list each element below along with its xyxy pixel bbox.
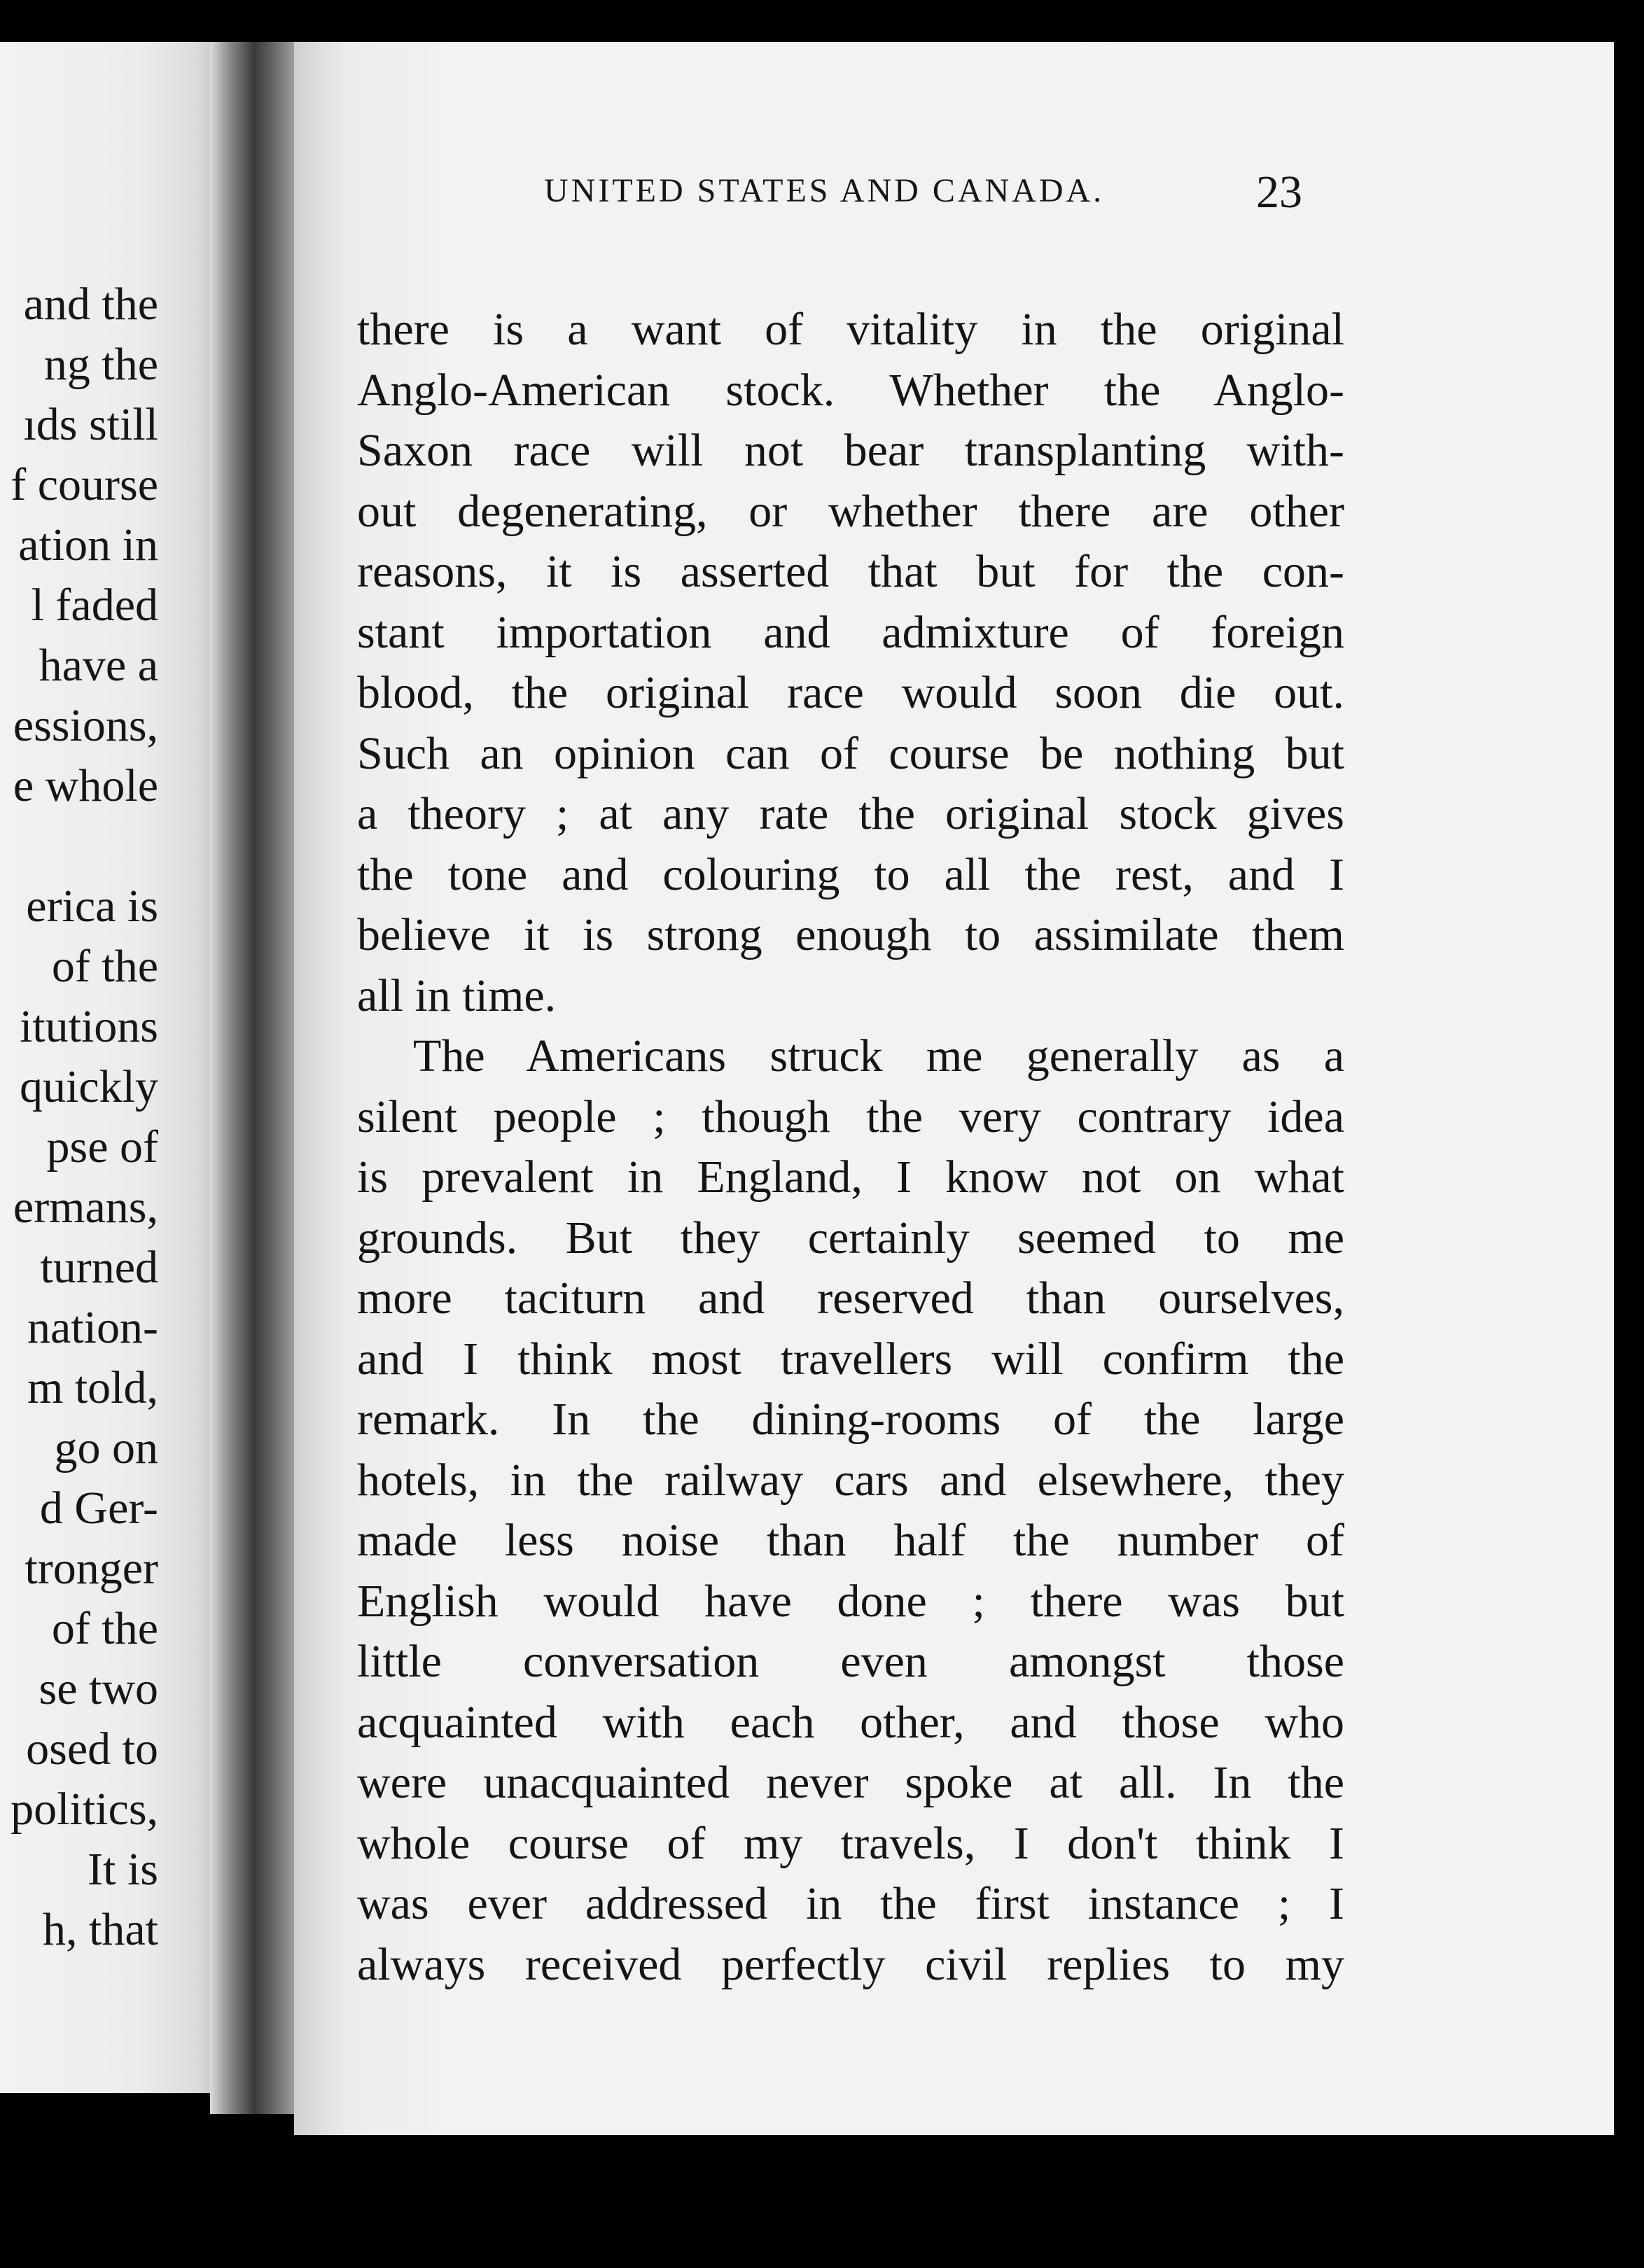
text-line: ation in: [18, 519, 158, 570]
left-page-text: [11, 274, 158, 1960]
running-head-title: UNITED STATES AND CANADA.: [544, 172, 1105, 209]
text-line: little conversation even amongst those: [357, 1636, 1344, 1687]
text-line: silent people ; though the very contrary idea: [357, 1091, 1344, 1142]
text-line: made less noise than half the number of: [357, 1515, 1344, 1566]
text-line: m told,: [27, 1362, 158, 1413]
text-line: Anglo-American stock. Whether the Anglo-: [357, 364, 1344, 416]
paragraph-gap: [11, 816, 158, 876]
text-line: ıds still: [23, 399, 158, 450]
text-line: go on: [54, 1422, 158, 1474]
text-line: more taciturn and reserved than ourselves,: [357, 1273, 1344, 1324]
text-line: It is: [88, 1844, 158, 1895]
text-line: ng the: [43, 339, 158, 390]
text-line: itutions: [19, 1001, 158, 1052]
text-line: erica is: [26, 881, 158, 932]
text-line: stant importation and admixture of foreign: [357, 606, 1344, 658]
text-line: out degenerating, or whether there are other: [357, 485, 1344, 537]
text-line: of the: [51, 1603, 158, 1654]
left-page: [0, 42, 231, 2093]
text-line: quickly: [20, 1061, 158, 1112]
text-line: se two: [39, 1663, 158, 1714]
text-line: remark. In the dining-rooms of the large: [357, 1394, 1344, 1445]
text-line: grounds. But they certainly seemed to me: [357, 1212, 1344, 1264]
text-line: hotels, in the railway cars and elsewhere, they: [357, 1454, 1344, 1506]
text-line: nation-: [27, 1302, 158, 1353]
text-line: The Americans struck me generally as a: [413, 1030, 1344, 1082]
text-line: and I think most travellers will confirm the: [357, 1333, 1344, 1385]
text-line: Saxon race will not bear transplanting with-: [357, 425, 1344, 476]
text-line: ermans,: [13, 1182, 158, 1233]
text-line: h, that: [43, 1904, 158, 1955]
text-line: l faded: [31, 580, 158, 631]
text-line: English would have done ; there was but: [357, 1575, 1344, 1627]
text-line: turned: [40, 1242, 158, 1293]
text-line: reasons, it is asserted that but for the con-: [357, 546, 1344, 597]
text-line: blood, the original race would soon die out.: [357, 667, 1344, 718]
text-line: and the: [23, 279, 158, 330]
text-line: pse of: [46, 1121, 158, 1172]
book-gutter-shadow: [210, 42, 308, 2114]
text-line: essions,: [13, 700, 158, 751]
text-line: a theory ; at any rate the original stock gives: [357, 788, 1344, 839]
text-line: of the: [51, 941, 158, 992]
text-line: was ever addressed in the first instance ; I: [357, 1878, 1344, 1929]
text-line: osed to: [26, 1723, 158, 1774]
text-line: were unacquainted never spoke at all. In the: [357, 1757, 1344, 1808]
text-line: e whole: [13, 760, 158, 811]
text-line: always received perfectly civil replies to my: [357, 1938, 1344, 1990]
page-number: 23: [1256, 167, 1302, 218]
text-line: f course: [11, 459, 158, 510]
text-line: d Ger-: [39, 1483, 158, 1534]
text-line: there is a want of vitality in the original: [357, 304, 1344, 355]
text-line: believe it is strong enough to assimilate them: [357, 909, 1344, 960]
text-line: tronger: [25, 1543, 158, 1594]
text-line: is prevalent in England, I know not on what: [357, 1152, 1344, 1203]
text-line: the tone and colouring to all the rest, and I: [357, 848, 1344, 900]
text-line: politics,: [11, 1784, 158, 1835]
text-line: whole course of my travels, I don't think I: [357, 1817, 1344, 1869]
page-body-text: [357, 300, 1344, 1995]
text-line: have a: [39, 640, 158, 691]
text-line: Such an opinion can of course be nothing but: [357, 727, 1344, 779]
text-line: acquainted with each other, and those who: [357, 1696, 1344, 1748]
text-line: all in time.: [357, 969, 557, 1021]
